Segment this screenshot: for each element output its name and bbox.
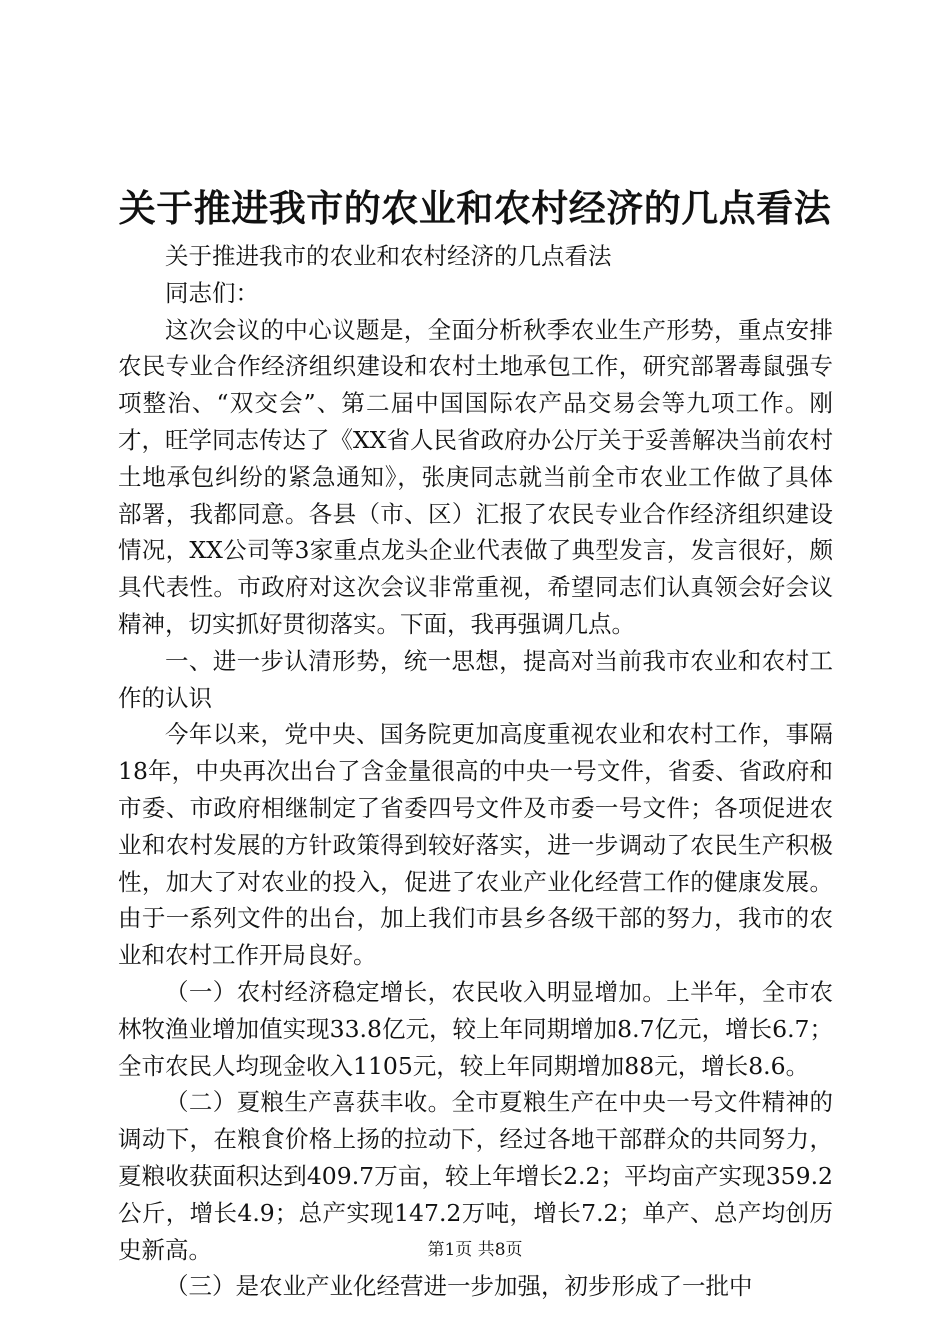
body-paragraph: （一）农村经济稳定增长，农民收入明显增加。上半年，全市农林牧渔业增加值实现33.8亿元，较上年同期增加8.7亿元，增长6.7；全市农民人均现金收入1105元，较上年同期增加88元，增长8.6。 — [118, 977, 833, 1080]
section-heading: 一、进一步认清形势，统一思想，提高对当前我市农业和农村工作的认识 — [118, 646, 833, 712]
document-body — [118, 238, 833, 1305]
body-paragraph: 今年以来，党中央、国务院更加高度重视农业和农村工作，事隔18年，中央再次出台了含金量很高的中央一号文件，省委、省政府和市委、市政府相继制定了省委四号文件及市委一号文件；各项促进农业和农村发展的方针政策得到较好落实，进一步调动了农民生产积极性，加大了对农业的投入，促进了农业产业化经营工作的健康发展。由于一系列文件的出台，加上我们市县乡各级干部的努力，我市的农业和农村工作开局良好。 — [118, 720, 833, 970]
subtitle-paragraph: 关于推进我市的农业和农村经济的几点看法 — [165, 242, 612, 270]
body-paragraph: （二）夏粮生产喜获丰收。全市夏粮生产在中央一号文件精神的调动下，在粮食价格上扬的拉动下，经过各地干部群众的共同努力，夏粮收获面积达到409.7万亩，较上年增长2.2；平均亩产实现359.2公斤，增长4.9；总产实现147.2万吨，增长7.2；单产、总产均创历史新高。 — [118, 1088, 833, 1264]
page-number-footer: 第1页 共8页 — [427, 1240, 523, 1260]
salutation-paragraph: 同志们： — [165, 278, 259, 307]
body-paragraph: （三）是农业产业化经营进一步加强，初步形成了一批中 — [165, 1272, 753, 1301]
document-title: 关于推进我市的农业和农村经济的几点看法 — [118, 186, 832, 230]
body-paragraph: 这次会议的中心议题是，全面分析秋季农业生产形势，重点安排农民专业合作经济组织建设和农村土地承包工作，研究部署毒鼠强专项整治、“双交会”、第二届中国国际农产品交易会等九项工作。刚才，旺学同志传达了《XX省人民省政府办公厅关于妥善解决当前农村土地承包纠纷的紧急通知》，张庚同志就当前全市农业工作做了具体部署，我都同意。各县（市、区）汇报了农民专业合作经济组织建设情况，XX公司等3家重点龙头企业代表做了典型发言，发言很好，颇具代表性。市政府对这次会议非常重视，希望同志们认真领会好会议精神，切实抓好贯彻落实。下面，我再强调几点。 — [118, 315, 833, 638]
